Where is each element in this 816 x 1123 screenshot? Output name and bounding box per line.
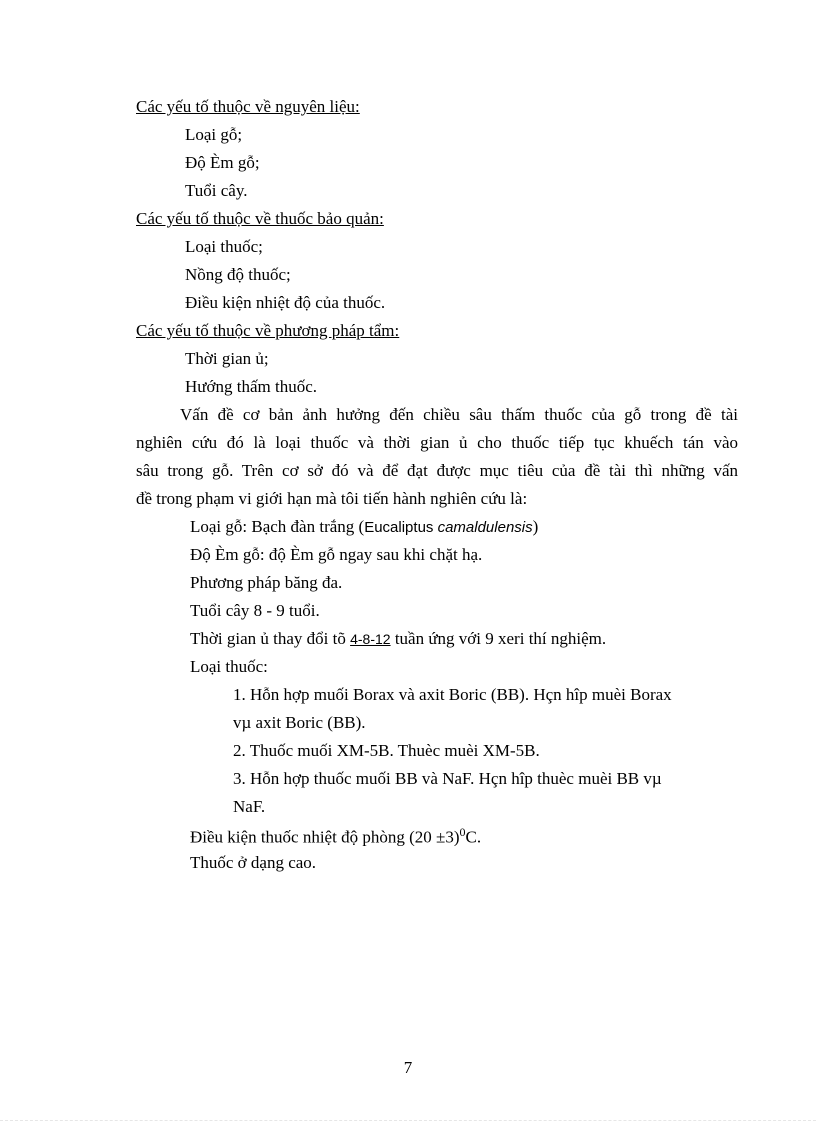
scope-chem-label: Loại thuốc: <box>190 657 268 676</box>
chem-item-3-cont: NaF. <box>233 797 266 816</box>
list-item: Loại thuốc; <box>185 237 263 256</box>
scope-time-suffix: tuần ứng với 9 xeri thí nghiệm. <box>390 629 607 648</box>
scope-wood-genus: Eucaliptus <box>364 519 438 536</box>
scope-wood <box>190 517 538 537</box>
paragraph-line: Vấn đề cơ bản ảnh hưởng đến chiều sâu thấm thuốc của gỗ trong đề tài <box>180 405 738 424</box>
paragraph-line: sâu trong gỗ. Trên cơ sở đó và để đạt được mục tiêu của đề tài thì những vấn <box>136 461 738 480</box>
scope-time-values: 4-8-12 <box>350 631 391 647</box>
paragraph-line: nghiên cứu đó là loại thuốc và thời gian ủ cho thuốc tiếp tục khuếch tán vào <box>136 433 738 452</box>
list-item: Độ Èm gỗ; <box>185 153 260 172</box>
heading-preservative: Các yếu tố thuộc về thuốc bảo quản: <box>136 209 384 228</box>
scope-wood-species: camaldulensis <box>437 519 533 536</box>
list-item: Tuổi cây. <box>185 181 248 200</box>
page-number: 7 <box>403 1058 413 1077</box>
chem-item-1: 1. Hỗn hợp muối Borax và axit Boric (BB). Hçn hîp muèi Borax <box>233 685 672 704</box>
list-item: Hướng thấm thuốc. <box>185 377 317 396</box>
scope-age: Tuổi cây 8 - 9 tuổi. <box>190 601 320 620</box>
list-item: Thời gian ủ; <box>185 349 269 368</box>
heading-method: Các yếu tố thuộc về phương pháp tẩm: <box>136 321 400 340</box>
scope-method: Phương pháp băng đa. <box>190 573 343 592</box>
scope-wood-prefix: Loại gỗ: Bạch đàn trắng ( <box>190 517 365 536</box>
chem-item-3: 3. Hỗn hợp thuốc muối BB và NaF. Hçn hîp thuèc muèi BB vµ <box>233 769 662 788</box>
list-item: Loại gỗ; <box>185 125 243 144</box>
scope-wood-suffix: ) <box>532 517 539 536</box>
scope-moisture: Độ Èm gỗ: độ Èm gỗ ngay sau khi chặt hạ. <box>190 545 483 564</box>
list-item: Nồng độ thuốc; <box>185 265 291 284</box>
scope-time-prefix: Thời gian ủ thay đổi tõ <box>190 629 351 648</box>
scope-temperature <box>190 825 481 848</box>
scope-temp-sup: 0 <box>459 825 466 839</box>
chem-item-2: 2. Thuốc muối XM-5B. Thuèc muèi XM-5B. <box>233 741 540 760</box>
scope-temp-suffix: C. <box>465 827 482 847</box>
chem-item-1-cont: vµ axit Boric (BB). <box>233 713 366 732</box>
scope-temp-prefix: Điều kiện thuốc nhiệt độ phòng (20 ±3) <box>190 827 460 847</box>
page-edge-divider <box>0 1120 816 1122</box>
heading-materials: Các yếu tố thuộc về nguyên liệu: <box>136 97 360 116</box>
scope-form: Thuốc ở dạng cao. <box>190 853 317 872</box>
scope-time <box>190 629 606 649</box>
paragraph-line: đề trong phạm vi giới hạn mà tôi tiến hành nghiên cứu là: <box>136 489 528 508</box>
list-item: Điều kiện nhiệt độ của thuốc. <box>185 293 386 312</box>
